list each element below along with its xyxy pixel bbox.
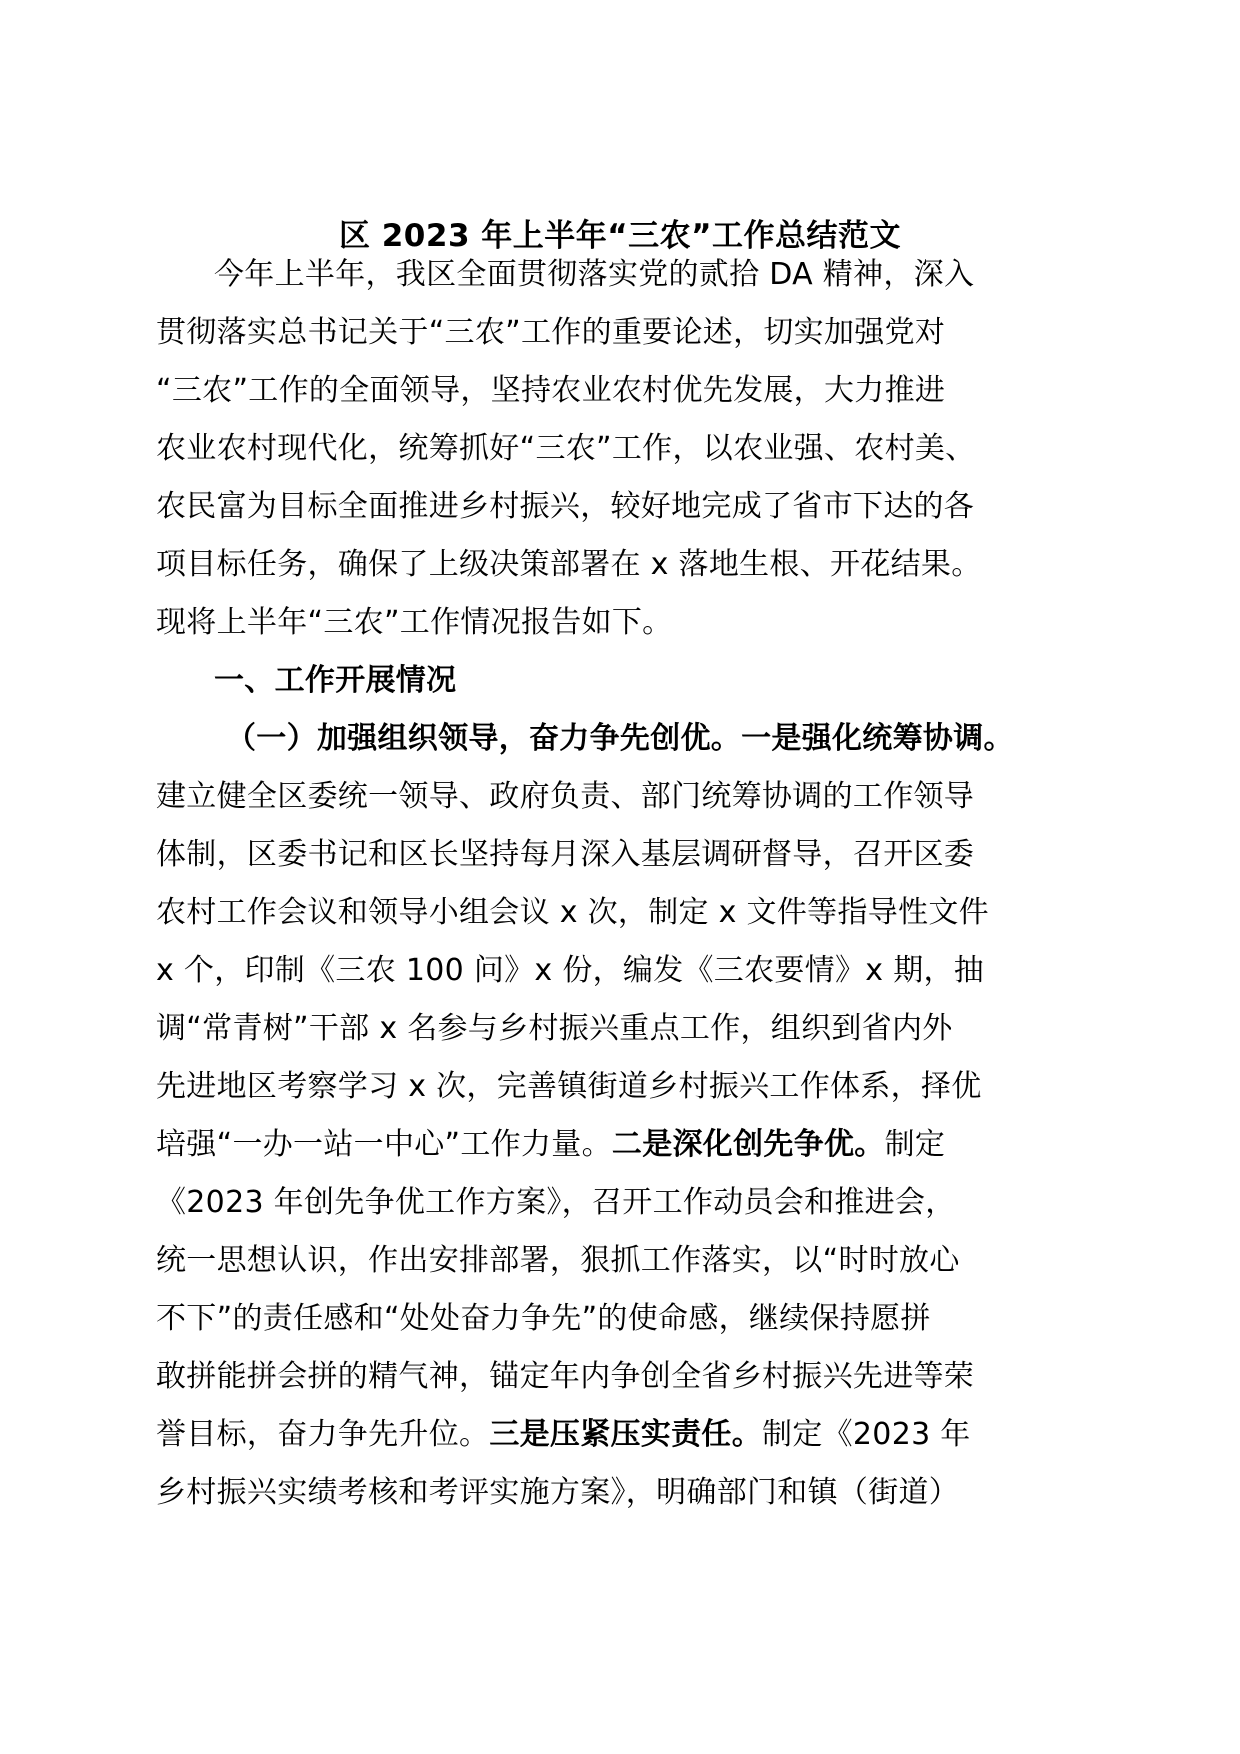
paragraph-line: 农民富为目标全面推进乡村振兴，较好地完成了省市下达的各 — [156, 489, 975, 524]
paragraph-line — [156, 1116, 945, 1174]
paragraph-line: 体制，区委书记和区长坚持每月深入基层调研督导，召开区委 — [156, 837, 975, 872]
paragraph-line: 统一思想认识，作出安排部署，狠抓工作落实，以“时时放心 — [156, 1243, 960, 1278]
subsection-heading: （一）加强组织领导，奋力争先创优。一是强化统筹协调。 — [226, 721, 1014, 756]
paragraph-line: 建立健全区委统一领导、政府负责、部门统筹协调的工作领导 — [156, 779, 975, 814]
paragraph-line: 农村工作会议和领导小组会议 x 次，制定 x 文件等指导性文件 — [156, 895, 989, 930]
section-heading: 一、工作开展情况 — [214, 663, 457, 698]
line-text: 誉目标，奋力争先升位。 — [156, 1417, 490, 1452]
paragraph-line: 项目标任务，确保了上级决策部署在 x 落地生根、开花结果。 — [156, 547, 982, 582]
document-title: 区 2023 年上半年“三农”工作总结范文 — [338, 218, 902, 254]
line-text: 制定《2023 年 — [762, 1417, 971, 1452]
line-text: 培强“一办一站一中心”工作力量。 — [156, 1127, 612, 1162]
paragraph-line: 不下”的责任感和“处处奋力争先”的使命感，继续保持愿拼 — [156, 1301, 931, 1336]
paragraph-line: 乡村振兴实绩考核和考评实施方案》，明确部门和镇（街道） — [156, 1475, 960, 1510]
paragraph-line: 调“常青树”干部 x 名参与乡村振兴重点工作，组织到省内外 — [156, 1011, 953, 1046]
paragraph-line: x 个，印制《三农 100 问》x 份，编发《三农要情》x 期，抽 — [156, 953, 985, 988]
paragraph-line: 今年上半年，我区全面贯彻落实党的贰拾 DA 精神，深入 — [214, 257, 975, 292]
paragraph-line: 现将上半年“三农”工作情况报告如下。 — [156, 605, 673, 640]
paragraph-line: 《2023 年创先争优工作方案》，召开工作动员会和推进会， — [156, 1185, 956, 1220]
bold-point: 二是深化创先争优。 — [611, 1127, 885, 1162]
paragraph-line: “三农”工作的全面领导，坚持农业农村优先发展，大力推进 — [156, 373, 946, 408]
paragraph-line: 贯彻落实总书记关于“三农”工作的重要论述，切实加强党对 — [156, 315, 946, 350]
paragraph-line: 农业农村现代化，统筹抓好“三农”工作，以农业强、农村美、 — [156, 431, 976, 466]
bold-point: 三是压紧压实责任。 — [489, 1417, 763, 1452]
paragraph-line: 先进地区考察学习 x 次，完善镇街道乡村振兴工作体系，择优 — [156, 1069, 982, 1104]
line-text: 制定 — [884, 1127, 946, 1162]
paragraph-line — [156, 1406, 971, 1464]
paragraph-line: 敢拼能拼会拼的精气神，锚定年内争创全省乡村振兴先进等荣 — [156, 1359, 975, 1394]
